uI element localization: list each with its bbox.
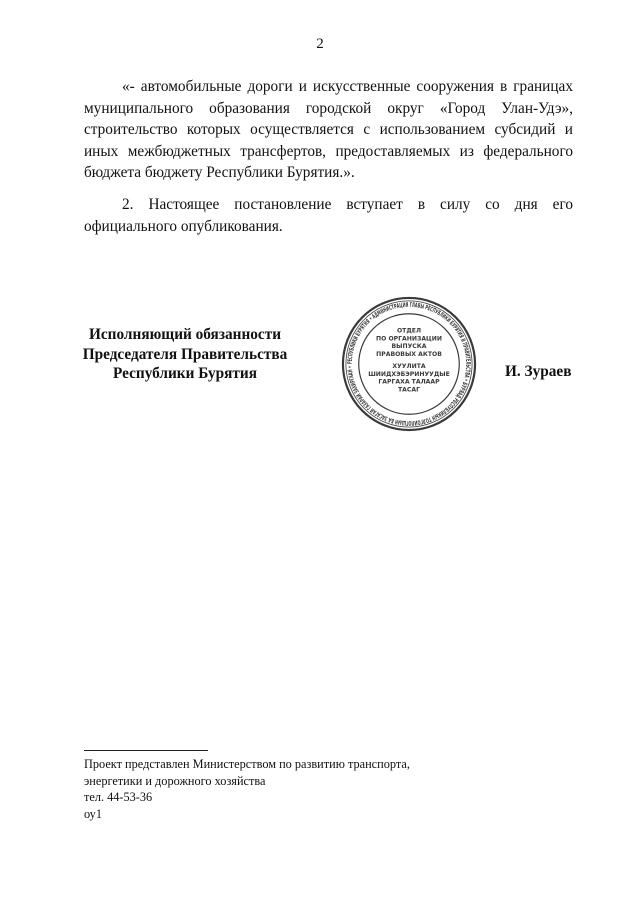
footnote-line: тел. 44-53-36 <box>84 790 153 804</box>
paragraph-effective-date: 2. Настоящее постановление вступает в силу со дня его официального опубликования. <box>84 196 573 235</box>
signatory-title <box>72 325 298 384</box>
seal-center-line: ХУУЛИТА <box>392 362 426 370</box>
seal-center-line: ПРАВОВЫХ АКТОВ <box>376 351 442 359</box>
seal-center-line: ВЫПУСКА <box>391 343 427 351</box>
footnote <box>84 756 410 806</box>
seal-center-line: ШИИДХЭБЭРИНУУДЫЕ <box>368 370 450 378</box>
official-seal-stamp <box>340 295 478 433</box>
footnote-line: энергетики и дорожного хозяйства <box>84 773 266 788</box>
signer-name: И. Зураев <box>505 363 572 380</box>
seal-center-line: ОТДЕЛ <box>396 327 422 335</box>
seal-center-line: ПО ОРГАНИЗАЦИИ <box>376 335 442 343</box>
signatory-title-line: Исполняющий обязанности <box>88 326 282 343</box>
seal-outer-text: РЕСПУБЛИКИ БУРЯТИЯ • АДМИНИСТРАЦИЯ ГЛАВЫ РЕСПУБЛИКИ БУРЯТИЯ И ПРАВИТЕЛЬСТВА • БУРЯАД РЕСПУБЛИКЫН ТОЛГОЙЛОГШЫН БА ЗАСАГАЙ ГАЗАРАЙ ЗАХИРГААН • <box>346 301 472 427</box>
seal-center-line: ТАСАГ <box>397 386 421 394</box>
signatory-title-line: Председателя Правительства <box>82 345 288 363</box>
paragraph-roads: «- автомобильные дороги и искусственные сооружения в границах муниципального образования городской округ «Город Улан-Удэ», строительство которых осуществляется с использованием субсидий и иных межбюджетных трансфертов, предоставляемых из федерального бюджета бюджету Республики Бурятия.». <box>84 78 573 181</box>
footnote-separator <box>84 750 208 751</box>
footnote-line: Проект представлен Министерством по развитию транспорта, <box>84 757 410 771</box>
seal-center-line: ГАРГАХА ТАЛААР <box>378 378 440 386</box>
seal-center-text <box>368 327 450 393</box>
document-code: оу1 <box>84 807 102 821</box>
page-number: 2 <box>316 36 324 52</box>
signatory-title-line: Республики Бурятия <box>112 365 258 382</box>
